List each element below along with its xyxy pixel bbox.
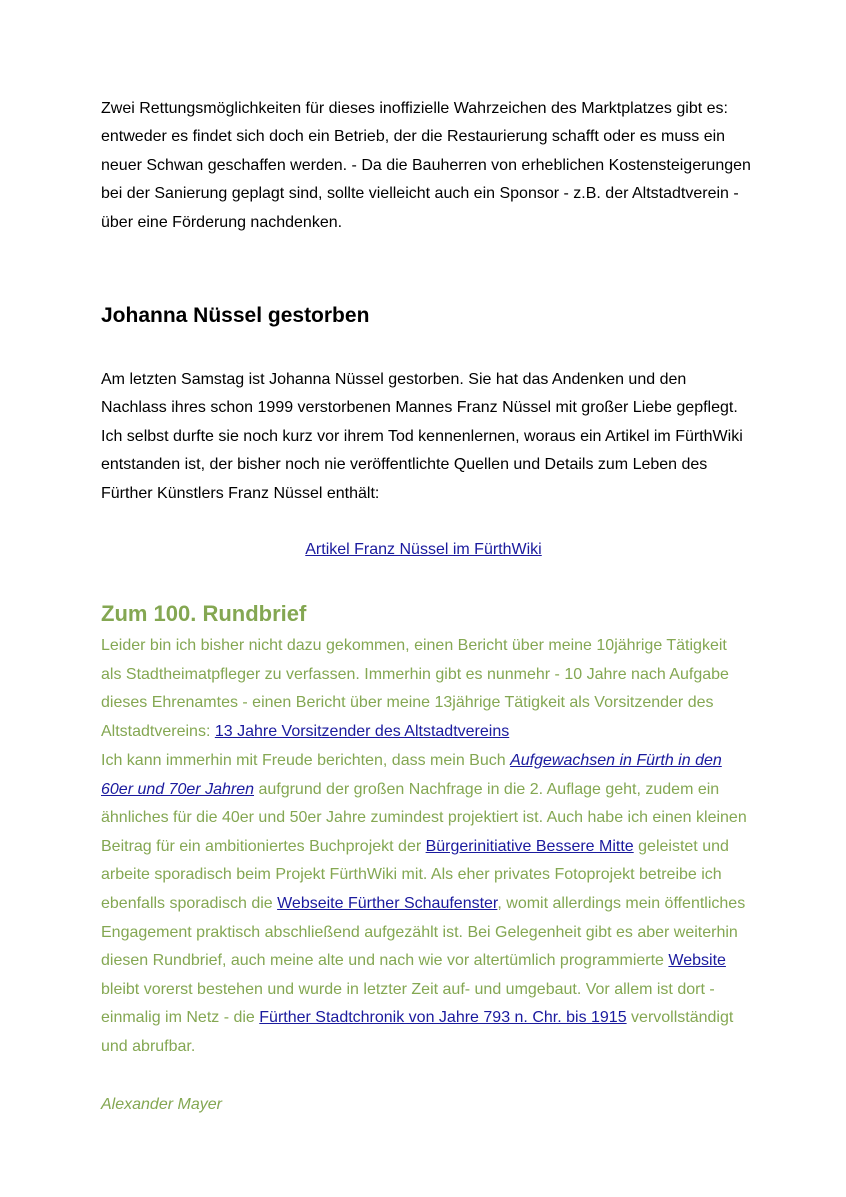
- swan-paragraph: Zwei Rettungsmöglichkeiten für dieses inoffizielle Wahrzeichen des Marktplatzes gibt es: entweder es findet sich doch ein Betrieb, der die Restaurierung schafft oder es muss ein neuer Schwan geschaffen werden. - Da die Bauherren von erheblichen Kostensteigerungen bei der Sanierung geplagt sind, sollte vielleicht auch ein Sponsor - z.B. der Altstadtverein - über eine Förderung nachdenken.: [101, 100, 751, 231]
- link-fuerther-schaufenster[interactable]: Webseite Fürther Schaufenster: [277, 894, 498, 912]
- link-buergerinitiative[interactable]: Bürgerinitiative Bessere Mitte: [425, 837, 634, 855]
- heading-johanna-nuessel: Johanna Nüssel gestorben: [101, 304, 370, 327]
- rundbrief-p2-text-e: bleibt vorerst bestehen und wurde in letzter Zeit auf- und umgebaut. Vor allem ist dort - einmalig im Netz - die: [101, 980, 715, 1027]
- rundbrief-p2-text-f: vervollständigt und abrufbar.: [101, 1009, 734, 1055]
- rundbrief-p2-text-b: aufgrund der großen Nachfrage in die 2. Auflage geht, zudem ein ähnliches für die 40er und 50er Jahre zumindest projektiert ist. Auch habe ich einen kleinen Beitrag für ein ambitioniertes Buchprojekt der: [101, 780, 747, 855]
- rundbrief-p2-text-c: geleistet und arbeite sporadisch beim Projekt FürthWiki mit. Als eher privates Fotoprojekt betreibe ich ebenfalls sporadisch die: [101, 837, 729, 912]
- wiki-link-row: [101, 541, 746, 559]
- rundbrief-paragraph-2: [101, 747, 751, 1062]
- rundbrief-p1-text: Leider bin ich bisher nicht dazu gekommen, einen Bericht über meine 10jährige Tätigkeit als Stadtheimatpfleger zu verfassen. Immerhin gibt es nunmehr - 10 Jahre nach Aufgabe dieses Ehrenamtes - einen Bericht über meine 13jährige Tätigkeit als Vorsitzender des Altstadtvereins:: [101, 637, 729, 740]
- link-website[interactable]: Website: [668, 952, 726, 970]
- rundbrief-p2-text-d: , womit allerdings mein öffentliches Engagement praktisch abschließend aufgezählt ist. Bei Gelegenheit gibt es aber weiterhin diesen Rundbrief, auch meine alte und nach wie vor altertümlich programmierte: [101, 894, 746, 970]
- link-artikel-franz-nuessel[interactable]: Artikel Franz Nüssel im FürthWiki: [305, 541, 542, 558]
- signature: Alexander Mayer: [101, 1096, 222, 1113]
- link-aufgewachsen-buch[interactable]: Aufgewachsen in Fürth in den 60er und 70er Jahren: [101, 752, 722, 798]
- heading-rundbrief: Zum 100. Rundbrief: [101, 601, 307, 626]
- rundbrief-p2-text-a: Ich kann immerhin mit Freude berichten, dass mein Buch: [101, 752, 511, 769]
- link-stadtchronik[interactable]: Fürther Stadtchronik von Jahre 793 n. Chr. bis 1915: [259, 1009, 627, 1027]
- link-13-jahre-vorsitzender[interactable]: 13 Jahre Vorsitzender des Altstadtvereins: [214, 722, 510, 740]
- johanna-paragraph: Am letzten Samstag ist Johanna Nüssel gestorben. Sie hat das Andenken und den Nachlass ihres schon 1999 verstorbenen Mannes Franz Nüssel mit großer Liebe gepflegt. Ich selbst durfte sie noch kurz vor ihrem Tod kennenlernen, woraus ein Artikel im FürthWiki entstanden ist, der bisher noch nie veröffentlichte Quellen und Details zum Leben des Fürther Künstlers Franz Nüssel enthält:: [101, 371, 743, 502]
- rundbrief-paragraph-1: [101, 632, 751, 746]
